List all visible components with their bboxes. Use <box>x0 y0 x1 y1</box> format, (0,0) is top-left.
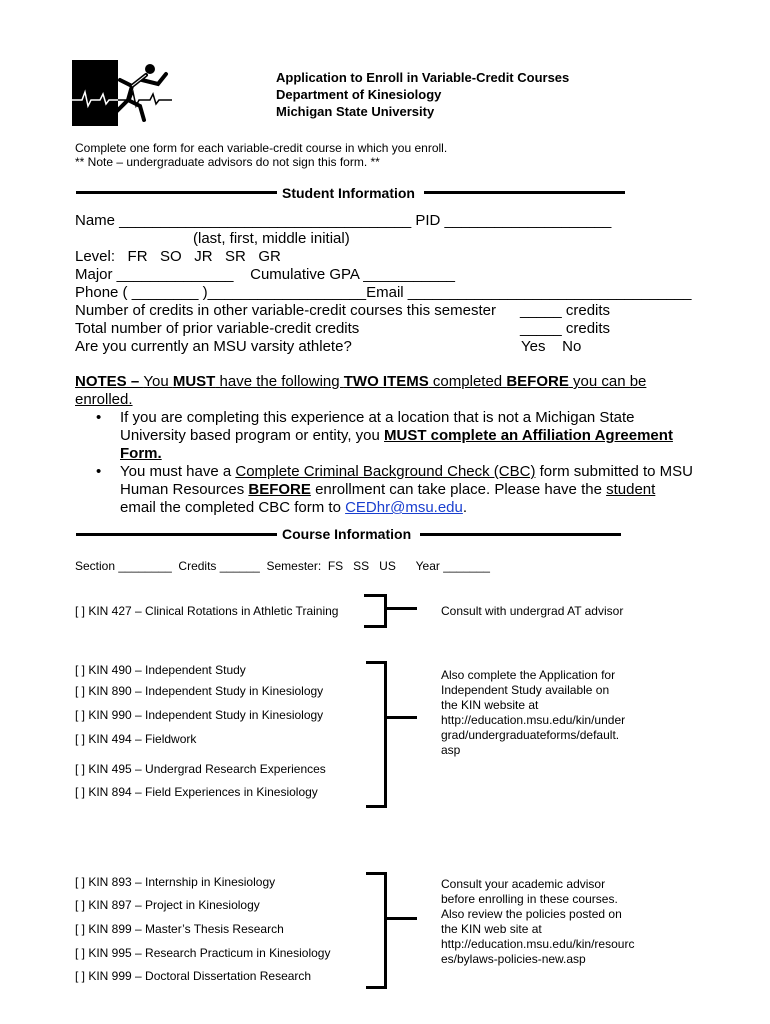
section-divider-left <box>76 533 277 536</box>
section-divider-right <box>424 191 625 194</box>
course-kin-427[interactable]: [ ] KIN 427 – Clinical Rotations in Athletic Training <box>75 604 339 618</box>
group1-note: Consult with undergrad AT advisor <box>441 604 624 618</box>
affiliation-note-line1: If you are completing this experience at a location that is not a Michigan State <box>120 409 635 426</box>
section-credits-semester-field[interactable]: Section ________ Credits ______ Semester: FS SS US Year _______ <box>75 559 490 573</box>
group3-note: Consult your academic advisor before enrolling in these courses. Also review the policies posted on the KIN web site at http://education.msu.edu/kin/resourc es/bylaws-policies-new.asp <box>441 877 635 966</box>
group-bracket <box>366 872 387 989</box>
course-kin-890[interactable]: [ ] KIN 890 – Independent Study in Kinesiology <box>75 684 324 698</box>
kinesiology-logo-icon <box>72 60 174 126</box>
course-kin-490[interactable]: [ ] KIN 490 – Independent Study <box>75 663 246 677</box>
name-hint: (last, first, middle initial) <box>193 230 350 247</box>
athlete-options[interactable]: Yes No <box>521 338 582 355</box>
credits-other-label: Number of credits in other variable-credit courses this semester <box>75 302 496 319</box>
bullet-dot: • <box>96 409 102 426</box>
advisor-note: ** Note – undergraduate advisors do not sign this form. ** <box>75 155 380 169</box>
cbc-note-line2: Human Resources BEFORE enrollment can take place. Please have the student <box>120 481 656 498</box>
phone-email-field[interactable]: Phone ( ________ )___________________Email __________________________________ <box>75 284 692 301</box>
group2-note: Also complete the Application for Independent Study available on the KIN website at http://education.msu.edu/kin/under grad/undergraduateforms/default. asp <box>441 668 626 757</box>
bracket-connector <box>387 716 417 719</box>
bracket-connector <box>387 607 417 610</box>
major-gpa-field[interactable]: Major ______________ Cumulative GPA ___________ <box>75 266 456 283</box>
course-kin-893[interactable]: [ ] KIN 893 – Internship in Kinesiology <box>75 875 276 889</box>
cbc-note-line3: email the completed CBC form to CEDhr@msu.edu. <box>120 499 468 516</box>
course-info-heading: Course Information <box>282 526 412 542</box>
credits-prior-field[interactable]: _____ credits <box>520 320 611 337</box>
cbc-note-line1: You must have a Complete Criminal Background Check (CBC) form submitted to MSU <box>120 463 694 480</box>
name-pid-field[interactable]: Name ___________________________________ PID ____________________ <box>75 212 612 229</box>
group-bracket <box>364 594 387 628</box>
athlete-question: Are you currently an MSU varsity athlete? <box>75 338 352 355</box>
course-kin-894[interactable]: [ ] KIN 894 – Field Experiences in Kinesiology <box>75 785 318 799</box>
cbc-email-link[interactable]: CEDhr@msu.edu <box>345 499 463 516</box>
bullet-dot: • <box>96 463 102 480</box>
section-divider-left <box>76 191 277 194</box>
bracket-connector <box>387 917 417 920</box>
course-kin-990[interactable]: [ ] KIN 990 – Independent Study in Kinesiology <box>75 708 324 722</box>
notes-lead-end: enrolled. <box>75 391 133 408</box>
credits-other-field[interactable]: _____ credits <box>520 302 611 319</box>
course-kin-494[interactable]: [ ] KIN 494 – Fieldwork <box>75 732 197 746</box>
course-kin-897[interactable]: [ ] KIN 897 – Project in Kinesiology <box>75 898 260 912</box>
section-divider-right <box>420 533 621 536</box>
course-kin-495[interactable]: [ ] KIN 495 – Undergrad Research Experiences <box>75 762 326 776</box>
student-info-heading: Student Information <box>282 185 415 201</box>
course-kin-999[interactable]: [ ] KIN 999 – Doctoral Dissertation Research <box>75 969 312 983</box>
affiliation-note-line2: University based program or entity, you MUST complete an Affiliation Agreement <box>120 427 673 444</box>
group-bracket <box>366 661 387 808</box>
course-kin-899[interactable]: [ ] KIN 899 – Master’s Thesis Research <box>75 922 284 936</box>
credits-prior-label: Total number of prior variable-credit credits <box>75 320 360 337</box>
affiliation-note-line3: Form. <box>120 445 162 462</box>
form-title: Application to Enroll in Variable-Credit Courses <box>276 70 570 85</box>
course-kin-995[interactable]: [ ] KIN 995 – Research Practicum in Kinesiology <box>75 946 331 960</box>
level-options[interactable]: Level: FR SO JR SR GR <box>75 248 281 265</box>
intro-instruction: Complete one form for each variable-credit course in which you enroll. <box>75 141 448 155</box>
department-name: Department of Kinesiology <box>276 87 442 102</box>
university-name: Michigan State University <box>276 104 435 119</box>
notes-lead: NOTES – You MUST have the following TWO ITEMS completed BEFORE you can be <box>75 373 647 390</box>
